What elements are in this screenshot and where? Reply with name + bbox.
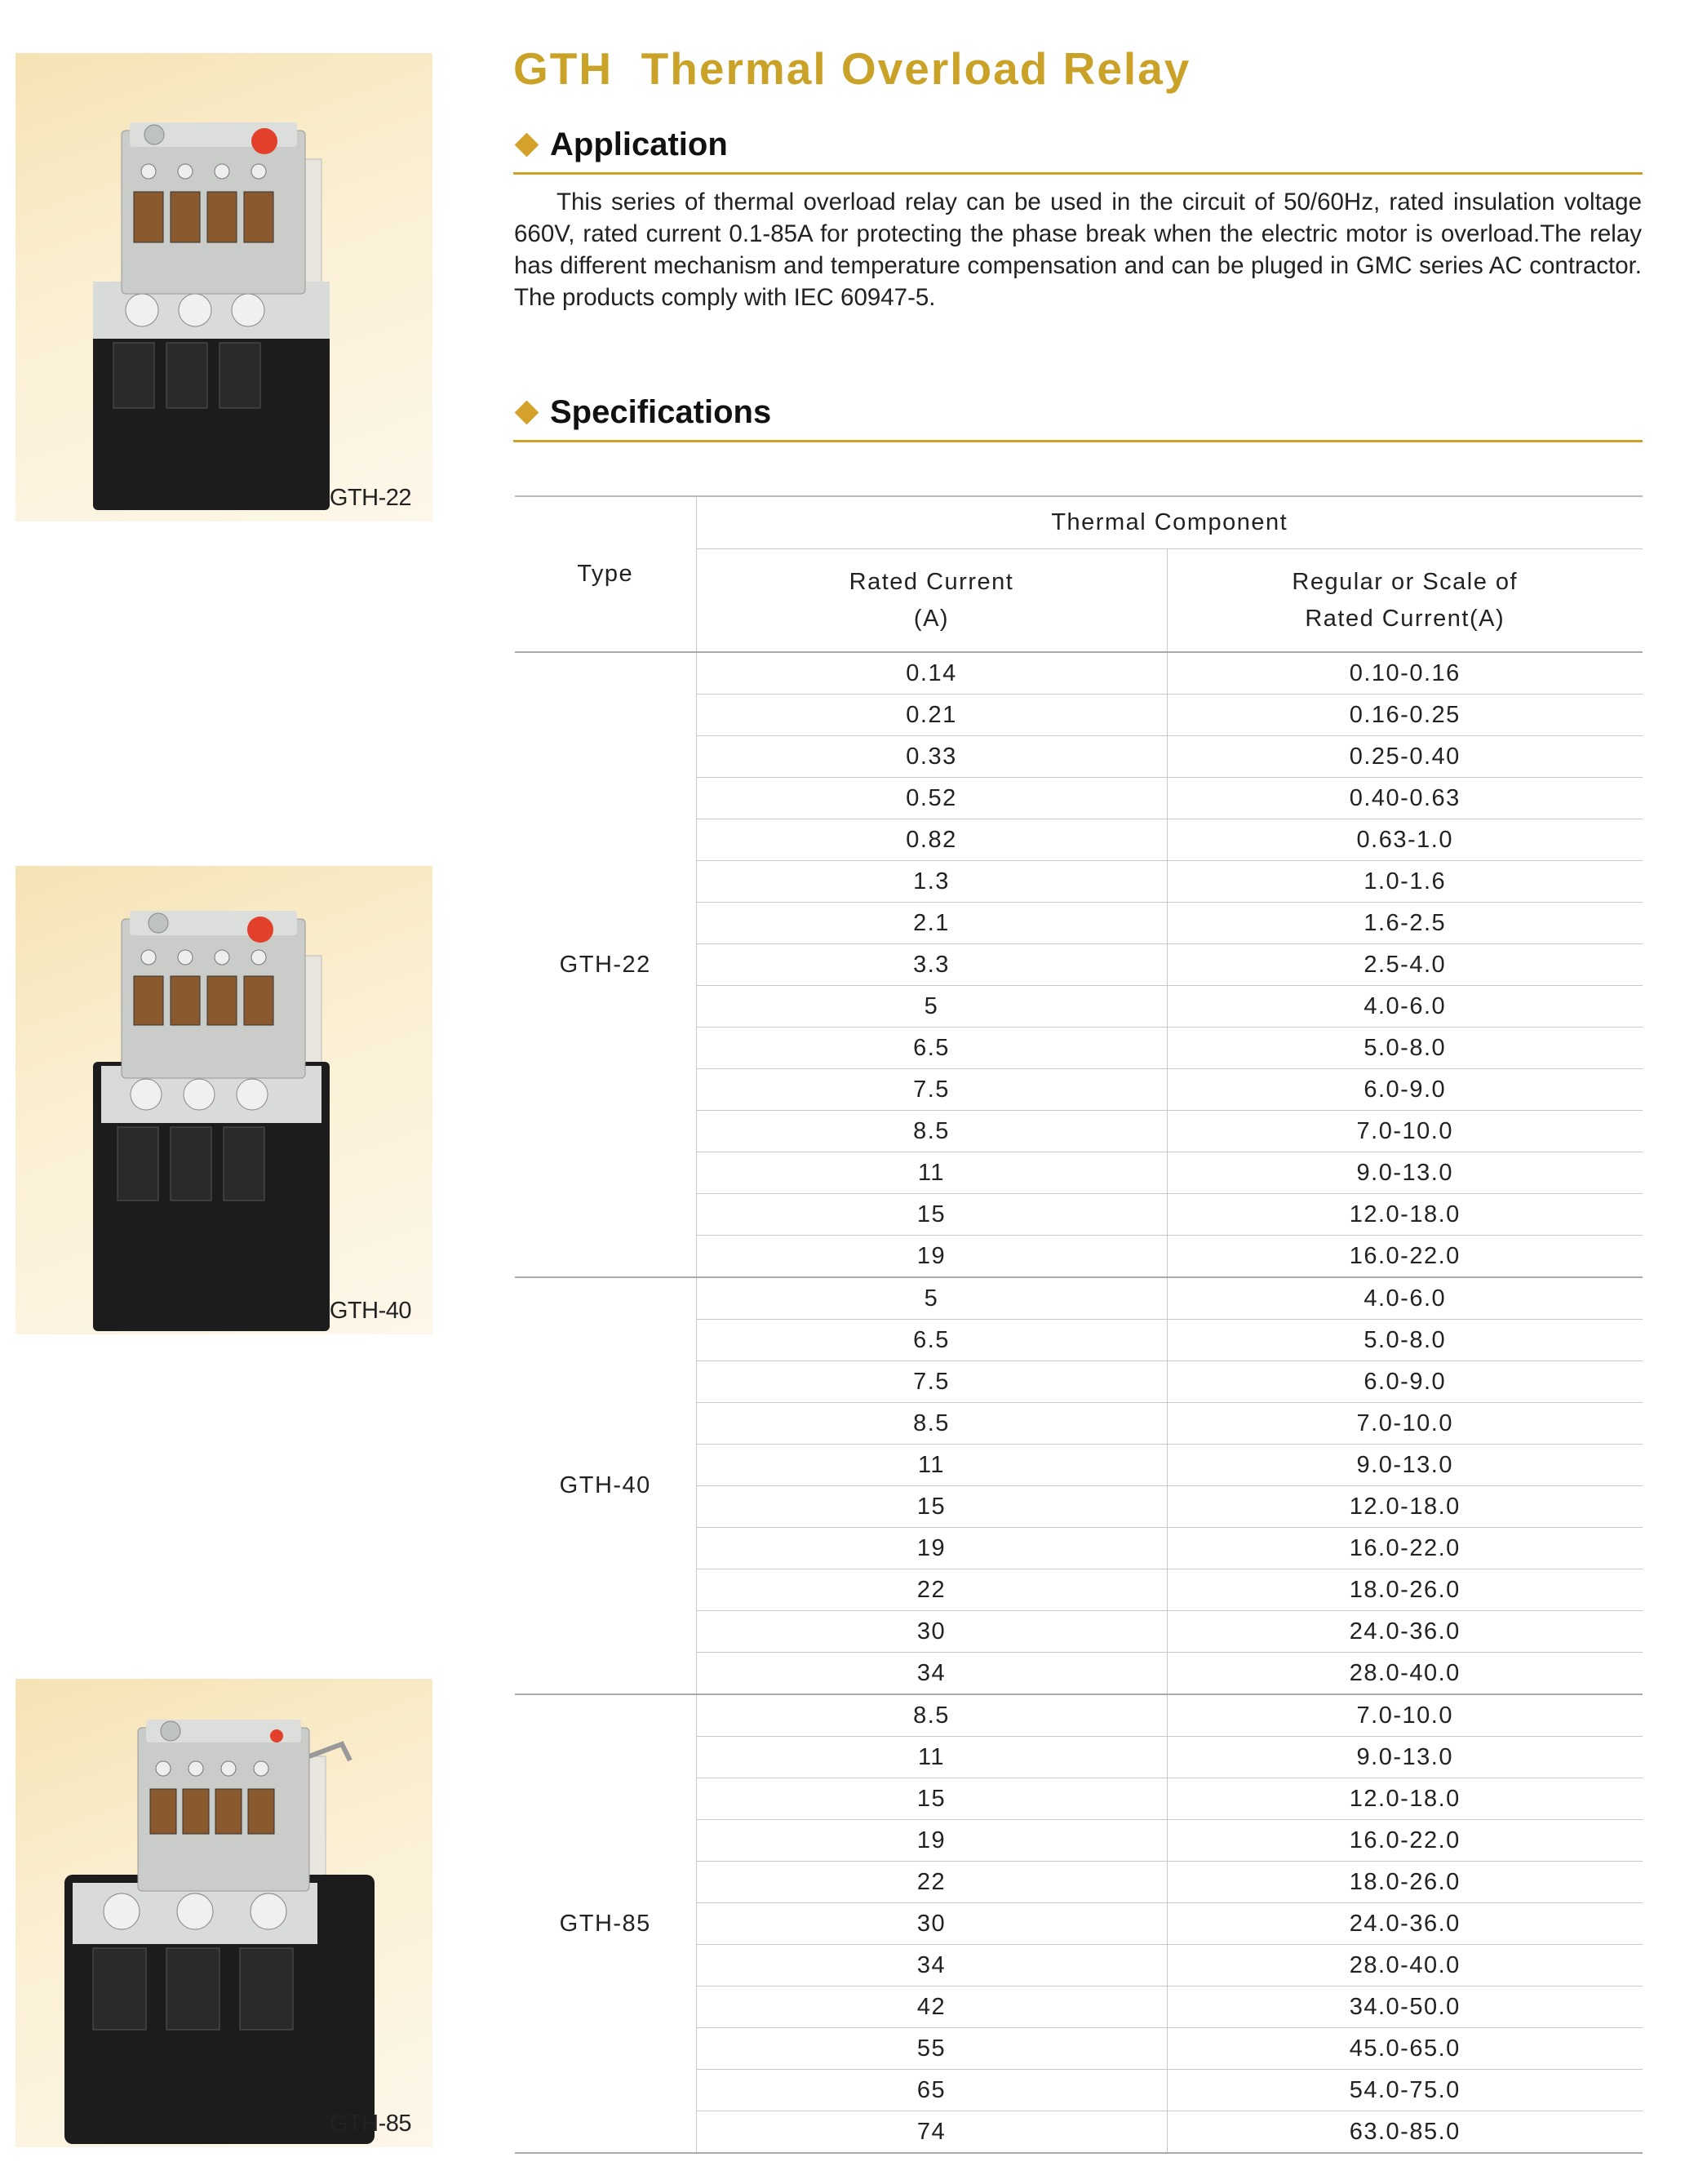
rated-current-cell: 19 [696,1236,1167,1278]
rated-current-cell: 0.52 [696,778,1167,819]
rated-current-cell: 0.14 [696,652,1167,695]
current-scale-cell: 6.0-9.0 [1167,1361,1643,1403]
section-heading: Application [550,127,728,162]
current-scale-cell: 18.0-26.0 [1167,1862,1643,1903]
current-scale-cell: 18.0-26.0 [1167,1569,1643,1611]
rated-current-cell: 8.5 [696,1111,1167,1152]
current-scale-cell: 7.0-10.0 [1167,1694,1643,1737]
product-photo-gth-40 [16,866,432,1334]
product-photo-gth-85 [16,1679,432,2147]
rated-current-cell: 6.5 [696,1028,1167,1069]
current-scale-cell: 7.0-10.0 [1167,1403,1643,1445]
section-heading: Specifications [550,394,772,430]
current-scale-cell: 9.0-13.0 [1167,1152,1643,1194]
rated-current-cell: 30 [696,1611,1167,1653]
header-scale [1167,549,1643,653]
photo-caption: GTH-85 [329,2111,411,2137]
rated-current-cell: 5 [696,986,1167,1028]
product-photo-gth-22 [16,53,432,522]
rated-current-cell: 34 [696,1945,1167,1986]
rated-current-cell: 34 [696,1653,1167,1695]
rated-current-cell: 0.21 [696,695,1167,736]
table-row [515,652,1643,695]
type-cell: GTH-22 [515,652,696,1277]
photo-caption: GTH-40 [329,1298,411,1324]
current-scale-cell: 12.0-18.0 [1167,1486,1643,1528]
rated-current-cell: 1.3 [696,861,1167,903]
current-scale-cell: 0.63-1.0 [1167,819,1643,861]
rated-current-cell: 15 [696,1778,1167,1820]
rated-current-cell: 65 [696,2070,1167,2111]
rated-current-cell: 15 [696,1486,1167,1528]
current-scale-cell: 1.0-1.6 [1167,861,1643,903]
current-scale-cell: 24.0-36.0 [1167,1611,1643,1653]
rated-current-cell: 74 [696,2111,1167,2154]
current-scale-cell: 5.0-8.0 [1167,1028,1643,1069]
current-scale-cell: 54.0-75.0 [1167,2070,1643,2111]
specifications-section-header [513,396,1643,442]
relay-illustration [16,53,432,522]
header-rated-current [696,549,1167,653]
photo-caption: GTH-22 [329,485,411,511]
current-scale-cell: 24.0-36.0 [1167,1903,1643,1945]
header-rated-current-line1: Rated Current [849,568,1014,595]
header-thermal-component: Thermal Component [696,496,1643,549]
current-scale-cell: 0.10-0.16 [1167,652,1643,695]
rated-current-cell: 11 [696,1152,1167,1194]
relay-illustration [16,1679,432,2147]
current-scale-cell: 2.5-4.0 [1167,944,1643,986]
header-rated-current-line2: (A) [913,605,950,632]
rated-current-cell: 5 [696,1277,1167,1320]
current-scale-cell: 1.6-2.5 [1167,903,1643,944]
current-scale-cell: 16.0-22.0 [1167,1820,1643,1862]
header-scale-line2: Rated Current(A) [1305,605,1505,632]
current-scale-cell: 6.0-9.0 [1167,1069,1643,1111]
current-scale-cell: 16.0-22.0 [1167,1236,1643,1278]
application-section-header [513,128,1643,175]
current-scale-cell: 0.16-0.25 [1167,695,1643,736]
diamond-bullet-icon [515,133,539,158]
current-scale-cell: 28.0-40.0 [1167,1653,1643,1695]
specifications-table [515,495,1643,2154]
rated-current-cell: 0.82 [696,819,1167,861]
specifications-table-body [515,652,1643,2153]
diamond-bullet-icon [515,401,539,425]
current-scale-cell: 0.40-0.63 [1167,778,1643,819]
table-row [515,1694,1643,1737]
rated-current-cell: 22 [696,1569,1167,1611]
rated-current-cell: 3.3 [696,944,1167,986]
rated-current-cell: 2.1 [696,903,1167,944]
rated-current-cell: 7.5 [696,1069,1167,1111]
current-scale-cell: 5.0-8.0 [1167,1320,1643,1361]
type-cell: GTH-85 [515,1694,696,2153]
rated-current-cell: 11 [696,1737,1167,1778]
current-scale-cell: 16.0-22.0 [1167,1528,1643,1569]
rated-current-cell: 19 [696,1528,1167,1569]
current-scale-cell: 9.0-13.0 [1167,1445,1643,1486]
rated-current-cell: 0.33 [696,736,1167,778]
rated-current-cell: 15 [696,1194,1167,1236]
rated-current-cell: 6.5 [696,1320,1167,1361]
rated-current-cell: 30 [696,1903,1167,1945]
current-scale-cell: 12.0-18.0 [1167,1778,1643,1820]
current-scale-cell: 9.0-13.0 [1167,1737,1643,1778]
rated-current-cell: 8.5 [696,1403,1167,1445]
page-title: GTH Thermal Overload Relay [513,43,1191,94]
current-scale-cell: 4.0-6.0 [1167,1277,1643,1320]
rated-current-cell: 11 [696,1445,1167,1486]
table-row [515,1277,1643,1320]
rated-current-cell: 8.5 [696,1694,1167,1737]
rated-current-cell: 55 [696,2028,1167,2070]
rated-current-cell: 7.5 [696,1361,1167,1403]
current-scale-cell: 0.25-0.40 [1167,736,1643,778]
current-scale-cell: 7.0-10.0 [1167,1111,1643,1152]
rated-current-cell: 42 [696,1986,1167,2028]
rated-current-cell: 19 [696,1820,1167,1862]
current-scale-cell: 28.0-40.0 [1167,1945,1643,1986]
current-scale-cell: 4.0-6.0 [1167,986,1643,1028]
application-description: This series of thermal overload relay can be used in the circuit of 50/60Hz, rated insulation voltage 660V, rated current 0.1-85A for protecting the phase break when the electric motor is overload.The relay has different mechanism and temperature compensation and can be pluged in GMC series AC contractor. The products comply with IEC 60947-5. [514,189,1642,311]
current-scale-cell: 12.0-18.0 [1167,1194,1643,1236]
current-scale-cell: 63.0-85.0 [1167,2111,1643,2154]
type-cell: GTH-40 [515,1277,696,1694]
current-scale-cell: 34.0-50.0 [1167,1986,1643,2028]
header-scale-line1: Regular or Scale of [1292,568,1519,595]
relay-illustration [16,866,432,1334]
rated-current-cell: 22 [696,1862,1167,1903]
header-type: Type [515,496,696,652]
current-scale-cell: 45.0-65.0 [1167,2028,1643,2070]
